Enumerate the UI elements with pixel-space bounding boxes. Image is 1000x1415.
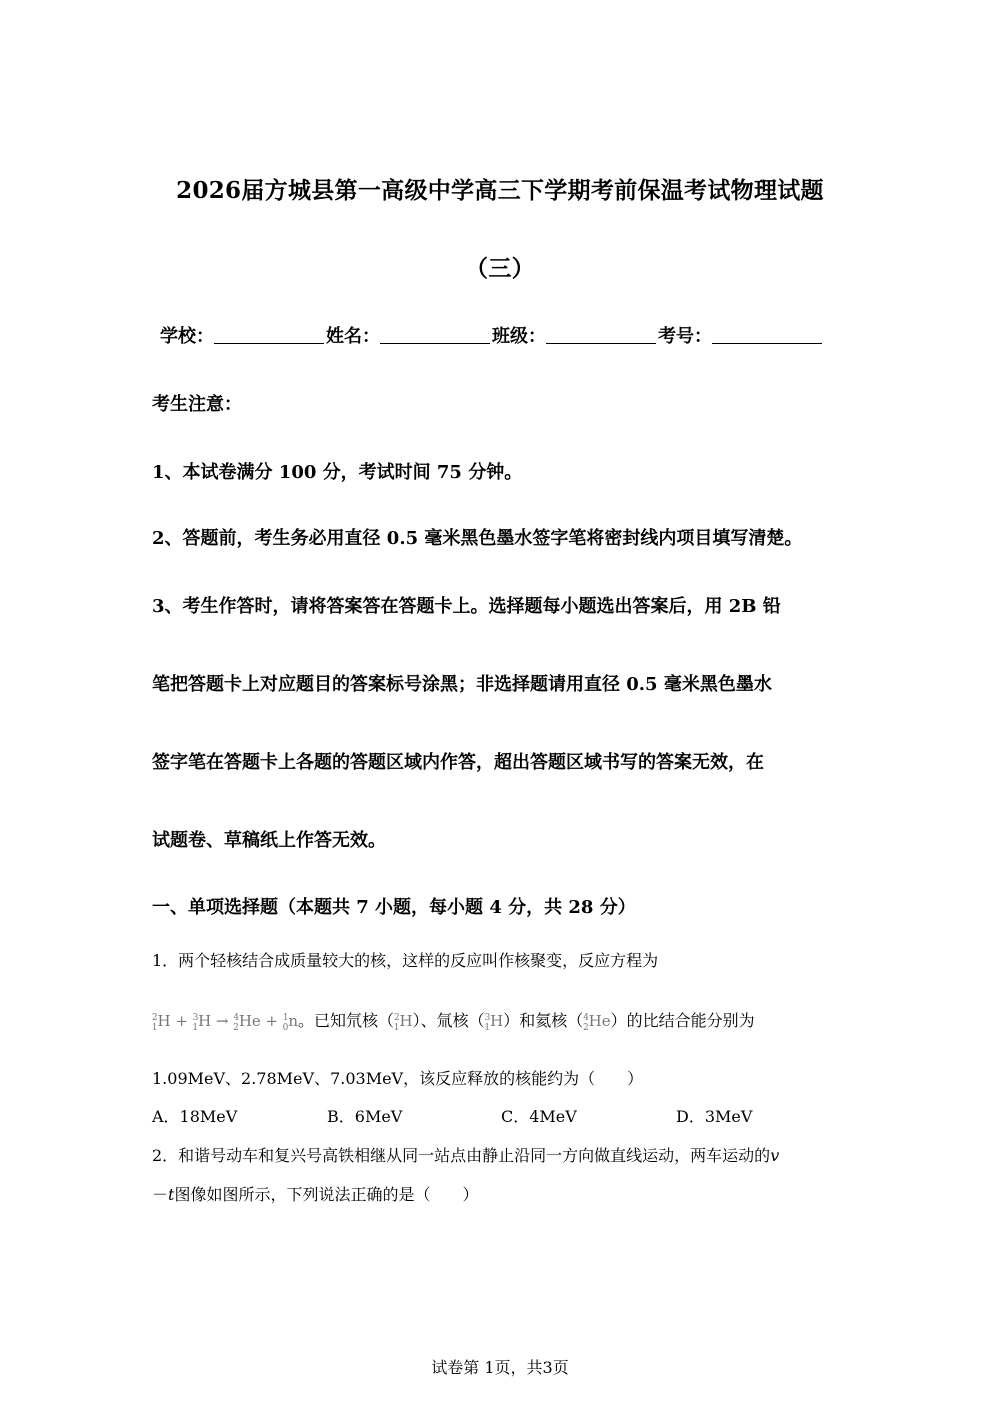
q2-stem-line2 (152, 1182, 872, 1205)
q1-text-b: ）、氚核（ (412, 1011, 485, 1030)
exam-no-label: 考号： (658, 326, 712, 347)
q1-stem-line1: 1．两个轻核结合成质量较大的核，这样的反应叫作核聚变，反应方程为 (152, 951, 659, 970)
q1-option-c: C．4MeV (501, 1107, 577, 1126)
section-1-heading: 一、单项选择题（本题共 7 小题，每小题 4 分，共 28 分） (152, 897, 636, 918)
class-blank (546, 325, 656, 344)
q2-text-1: 2．和谐号动车和复兴号高铁相继从同一站点由静止沿同一方向做直线运动，两车运动的 (152, 1146, 771, 1165)
q1-option-d: D．3MeV (676, 1107, 753, 1126)
notice-item-3-line3: 签字笔在答题卡上各题的答题区域内作答，超出答题区域书写的答案无效，在 (152, 752, 764, 773)
name-blank (380, 325, 490, 344)
notice-item-2: 2、答题前，考生务必用直径 0.5 毫米黑色墨水签字笔将密封线内项目填写清楚。 (152, 528, 803, 549)
notice-item-1: 1、本试卷满分 100 分，考试时间 75 分钟。 (152, 462, 523, 483)
q2-var-t: t (168, 1185, 175, 1204)
student-info-row (160, 322, 860, 348)
q2-var-v: v (770, 1146, 780, 1165)
tritium-symbol: $^3_1$H (484, 1012, 504, 1033)
q1-stem-line2 (152, 1008, 872, 1033)
school-blank (214, 325, 324, 344)
notice-heading: 考生注意： (152, 394, 242, 415)
q1-text-a: 。已知氘核（ (298, 1011, 395, 1030)
q1-option-b: B．6MeV (327, 1107, 403, 1126)
title-line1: 2026届方城县第一高级中学高三下学期考前保温考试物理试题 (176, 177, 824, 204)
q1-text-d: ）的比结合能分别为 (610, 1011, 755, 1030)
notice-item-3-line1: 3、考生作答时，请将答案答在答题卡上。选择题每小题选出答案后，用 2B 铅 (152, 596, 781, 617)
title-line2: （三） (465, 255, 535, 282)
q1-stem-line3: 1.09MeV、2.78MeV、7.03MeV，该反应释放的核能约为（ ） (152, 1069, 644, 1088)
q1-option-a: A．18MeV (152, 1107, 238, 1126)
notice-item-3-line4: 试题卷、草稿纸上作答无效。 (152, 830, 386, 851)
page-footer: 试卷第 1页，共3页 (431, 1358, 569, 1377)
class-label: 班级： (492, 326, 546, 347)
q2-text-2: 图像如图所示，下列说法正确的是（ ） (174, 1185, 479, 1204)
notice-item-3-line2: 笔把答题卡上对应题目的答案标号涂黑；非选择题请用直径 0.5 毫米黑色墨水 (152, 674, 772, 695)
school-label: 学校： (160, 326, 214, 347)
deuterium-symbol: $^2_1$H (393, 1012, 413, 1033)
q2-stem-line1 (152, 1143, 872, 1166)
exam-no-blank (712, 325, 822, 344)
q2-dash: － (152, 1185, 169, 1204)
helium-symbol: $^4_2$He (582, 1012, 611, 1033)
q1-reaction-formula: $^2_1$H + $^3_1$H → $^4_2$He + $^1_0$n (151, 1012, 299, 1033)
q1-text-c: ）和氦核（ (503, 1011, 584, 1030)
name-label: 姓名： (326, 326, 380, 347)
